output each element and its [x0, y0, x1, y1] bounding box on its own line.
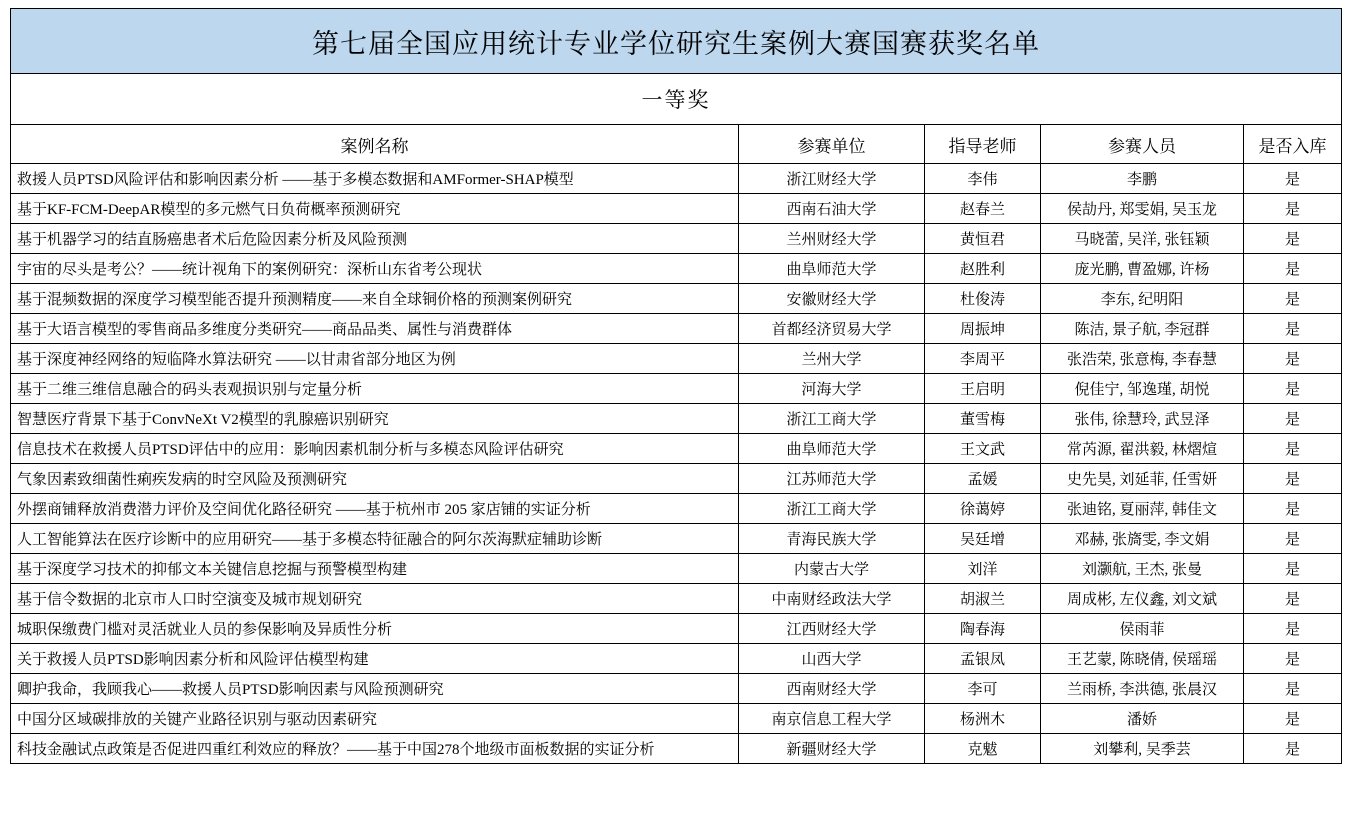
cell-members: 邓赫, 张旖雯, 李文娟 — [1041, 524, 1244, 554]
cell-in-library: 是 — [1244, 224, 1342, 254]
cell-case-name: 卿护我命，我顾我心——救援人员PTSD影响因素与风险预测研究 — [11, 674, 739, 704]
cell-unit: 兰州财经大学 — [739, 224, 925, 254]
table-row — [11, 404, 1342, 434]
cell-unit: 江西财经大学 — [739, 614, 925, 644]
table-row — [11, 674, 1342, 704]
table-row — [11, 164, 1342, 194]
table-row — [11, 524, 1342, 554]
cell-unit: 首都经济贸易大学 — [739, 314, 925, 344]
table-row — [11, 554, 1342, 584]
cell-in-library: 是 — [1244, 194, 1342, 224]
cell-members: 张浩荣, 张意梅, 李春慧 — [1041, 344, 1244, 374]
award-list-table — [10, 8, 1342, 764]
cell-tutor: 刘洋 — [925, 554, 1041, 584]
cell-tutor: 吴廷增 — [925, 524, 1041, 554]
title-row — [11, 9, 1342, 74]
cell-unit: 山西大学 — [739, 644, 925, 674]
section-row — [11, 74, 1342, 125]
cell-in-library: 是 — [1244, 434, 1342, 464]
cell-tutor: 黄恒君 — [925, 224, 1041, 254]
cell-case-name: 基于混频数据的深度学习模型能否提升预测精度——来自全球铜价格的预测案例研究 — [11, 284, 739, 314]
cell-case-name: 基于深度学习技术的抑郁文本关键信息挖掘与预警模型构建 — [11, 554, 739, 584]
cell-in-library: 是 — [1244, 554, 1342, 584]
cell-members: 李东, 纪明阳 — [1041, 284, 1244, 314]
cell-case-name: 关于救援人员PTSD影响因素分析和风险评估模型构建 — [11, 644, 739, 674]
cell-tutor: 王文武 — [925, 434, 1041, 464]
cell-members: 刘灏航, 王杰, 张曼 — [1041, 554, 1244, 584]
cell-members: 庞光鹏, 曹盈娜, 许杨 — [1041, 254, 1244, 284]
cell-members: 马晓蕾, 吴洋, 张钰颖 — [1041, 224, 1244, 254]
cell-in-library: 是 — [1244, 704, 1342, 734]
cell-in-library: 是 — [1244, 674, 1342, 704]
table-row — [11, 374, 1342, 404]
table-row — [11, 704, 1342, 734]
cell-in-library: 是 — [1244, 584, 1342, 614]
column-header-case-name: 案例名称 — [11, 125, 739, 164]
cell-unit: 浙江工商大学 — [739, 494, 925, 524]
table-row — [11, 434, 1342, 464]
cell-in-library: 是 — [1244, 254, 1342, 284]
cell-tutor: 周振坤 — [925, 314, 1041, 344]
cell-in-library: 是 — [1244, 734, 1342, 764]
cell-tutor: 董雪梅 — [925, 404, 1041, 434]
cell-unit: 安徽财经大学 — [739, 284, 925, 314]
section-title: 一等奖 — [11, 74, 1342, 125]
cell-case-name: 宇宙的尽头是考公？——统计视角下的案例研究：深析山东省考公现状 — [11, 254, 739, 284]
cell-members: 刘攀利, 吴季芸 — [1041, 734, 1244, 764]
table-row — [11, 584, 1342, 614]
table-row — [11, 194, 1342, 224]
table-body — [11, 9, 1342, 764]
cell-unit: 江苏师范大学 — [739, 464, 925, 494]
cell-in-library: 是 — [1244, 344, 1342, 374]
table-row — [11, 644, 1342, 674]
cell-tutor: 李周平 — [925, 344, 1041, 374]
table-row — [11, 284, 1342, 314]
cell-case-name: 气象因素致细菌性痢疾发病的时空风险及预测研究 — [11, 464, 739, 494]
cell-members: 潘娇 — [1041, 704, 1244, 734]
cell-members: 周成彬, 左仪鑫, 刘文斌 — [1041, 584, 1244, 614]
cell-unit: 曲阜师范大学 — [739, 254, 925, 284]
cell-tutor: 孟媛 — [925, 464, 1041, 494]
cell-in-library: 是 — [1244, 374, 1342, 404]
cell-case-name: 基于信令数据的北京市人口时空演变及城市规划研究 — [11, 584, 739, 614]
cell-members: 常芮源, 翟洪毅, 林熠煊 — [1041, 434, 1244, 464]
cell-in-library: 是 — [1244, 614, 1342, 644]
cell-unit: 新疆财经大学 — [739, 734, 925, 764]
cell-in-library: 是 — [1244, 494, 1342, 524]
cell-members: 倪佳宁, 邹逸瑾, 胡悦 — [1041, 374, 1244, 404]
cell-unit: 青海民族大学 — [739, 524, 925, 554]
cell-unit: 中南财经政法大学 — [739, 584, 925, 614]
cell-unit: 西南财经大学 — [739, 674, 925, 704]
cell-case-name: 智慧医疗背景下基于ConvNeXt V2模型的乳腺癌识别研究 — [11, 404, 739, 434]
table-row — [11, 254, 1342, 284]
cell-unit: 曲阜师范大学 — [739, 434, 925, 464]
cell-case-name: 基于大语言模型的零售商品多维度分类研究——商品品类、属性与消费群体 — [11, 314, 739, 344]
cell-in-library: 是 — [1244, 404, 1342, 434]
cell-unit: 南京信息工程大学 — [739, 704, 925, 734]
cell-case-name: 外摆商铺释放消费潜力评价及空间优化路径研究 ——基于杭州市 205 家店铺的实证分析 — [11, 494, 739, 524]
cell-case-name: 基于机器学习的结直肠癌患者术后危险因素分析及风险预测 — [11, 224, 739, 254]
document-title: 第七届全国应用统计专业学位研究生案例大赛国赛获奖名单 — [11, 9, 1342, 74]
cell-in-library: 是 — [1244, 644, 1342, 674]
table-row — [11, 464, 1342, 494]
cell-tutor: 王启明 — [925, 374, 1041, 404]
cell-members: 史先昊, 刘延菲, 任雪妍 — [1041, 464, 1244, 494]
cell-in-library: 是 — [1244, 284, 1342, 314]
table-row — [11, 224, 1342, 254]
table-row — [11, 614, 1342, 644]
cell-tutor: 陶春海 — [925, 614, 1041, 644]
cell-case-name: 城职保缴费门槛对灵活就业人员的参保影响及异质性分析 — [11, 614, 739, 644]
cell-tutor: 李伟 — [925, 164, 1041, 194]
cell-tutor: 杨洲木 — [925, 704, 1041, 734]
cell-case-name: 基于KF-FCM-DeepAR模型的多元燃气日负荷概率预测研究 — [11, 194, 739, 224]
cell-tutor: 徐蔼婷 — [925, 494, 1041, 524]
cell-in-library: 是 — [1244, 164, 1342, 194]
cell-unit: 西南石油大学 — [739, 194, 925, 224]
cell-unit: 兰州大学 — [739, 344, 925, 374]
cell-in-library: 是 — [1244, 464, 1342, 494]
table-row — [11, 494, 1342, 524]
column-header-unit: 参赛单位 — [739, 125, 925, 164]
cell-tutor: 杜俊涛 — [925, 284, 1041, 314]
cell-members: 李鹏 — [1041, 164, 1244, 194]
cell-members: 侯劼丹, 郑雯娟, 吴玉龙 — [1041, 194, 1244, 224]
cell-case-name: 信息技术在救援人员PTSD评估中的应用：影响因素机制分析与多模态风险评估研究 — [11, 434, 739, 464]
cell-members: 陈洁, 景子航, 李冠群 — [1041, 314, 1244, 344]
cell-case-name: 救援人员PTSD风险评估和影响因素分析 ——基于多模态数据和AMFormer-SHAP模型 — [11, 164, 739, 194]
column-header-in-library: 是否入库 — [1244, 125, 1342, 164]
cell-tutor: 李可 — [925, 674, 1041, 704]
cell-case-name: 基于深度神经网络的短临降水算法研究 ——以甘肃省部分地区为例 — [11, 344, 739, 374]
cell-case-name: 人工智能算法在医疗诊断中的应用研究——基于多模态特征融合的阿尔茨海默症辅助诊断 — [11, 524, 739, 554]
cell-tutor: 克魃 — [925, 734, 1041, 764]
cell-members: 王艺蒙, 陈晓倩, 侯瑶瑶 — [1041, 644, 1244, 674]
cell-in-library: 是 — [1244, 314, 1342, 344]
cell-case-name: 科技金融试点政策是否促进四重红利效应的释放？——基于中国278个地级市面板数据的实证分析 — [11, 734, 739, 764]
cell-in-library: 是 — [1244, 524, 1342, 554]
cell-members: 兰雨桥, 李洪德, 张晨汉 — [1041, 674, 1244, 704]
cell-unit: 内蒙古大学 — [739, 554, 925, 584]
cell-unit: 河海大学 — [739, 374, 925, 404]
cell-members: 张迪铭, 夏丽萍, 韩佳文 — [1041, 494, 1244, 524]
cell-tutor: 赵春兰 — [925, 194, 1041, 224]
column-header-tutor: 指导老师 — [925, 125, 1041, 164]
table-row — [11, 314, 1342, 344]
table-row — [11, 344, 1342, 374]
cell-unit: 浙江财经大学 — [739, 164, 925, 194]
column-header-members: 参赛人员 — [1041, 125, 1244, 164]
table-header-row — [11, 125, 1342, 164]
cell-tutor: 胡淑兰 — [925, 584, 1041, 614]
cell-case-name: 中国分区域碳排放的关键产业路径识别与驱动因素研究 — [11, 704, 739, 734]
table-row — [11, 734, 1342, 764]
cell-tutor: 孟银凤 — [925, 644, 1041, 674]
cell-case-name: 基于二维三维信息融合的码头表观损识别与定量分析 — [11, 374, 739, 404]
cell-unit: 浙江工商大学 — [739, 404, 925, 434]
cell-members: 张伟, 徐慧玲, 武昱泽 — [1041, 404, 1244, 434]
cell-members: 侯雨菲 — [1041, 614, 1244, 644]
cell-tutor: 赵胜利 — [925, 254, 1041, 284]
